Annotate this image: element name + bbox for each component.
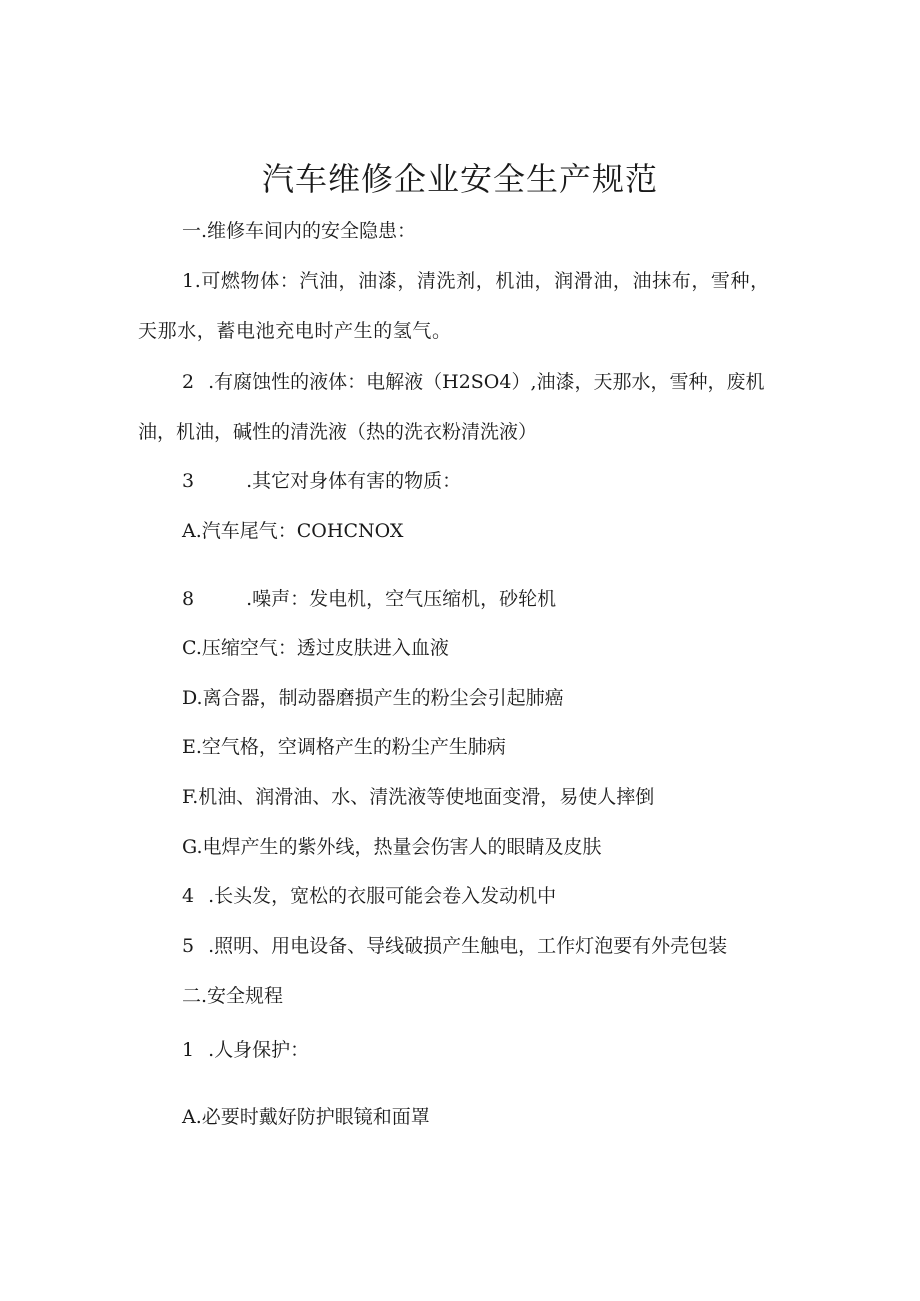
list-item-personal-protection [182,1037,309,1063]
list-item-slippery-floor: F.机油、润滑油、水、清洗液等使地面变滑，易使人摔倒 [182,786,655,808]
item-number: 4 [182,885,195,907]
item-text: .人身保护： [208,1039,310,1061]
list-item-noise [182,586,556,612]
list-item-exhaust: A.汽车尾气：COHCNOX [182,520,404,542]
item-text: .噪声：发电机，空气压缩机，砂轮机 [246,588,557,610]
list-item-harmful-substances [182,468,461,494]
item-number: 8 [182,588,195,610]
document-title: 汽车维修企业安全生产规范 [261,160,658,199]
section-heading-safety-rules: 二.安全规程 [182,985,284,1007]
paragraph-corrosives-line1 [182,369,765,395]
paragraph-corrosives-line2: 油，机油，碱性的清洗液（热的洗衣粉清洗液） [138,421,538,443]
list-item-electrical [182,933,727,959]
item-text: .照明、用电设备、导线破损产生触电，工作灯泡要有外壳包装 [208,935,728,957]
list-item-filter-dust: E.空气格，空调格产生的粉尘产生肺病 [182,736,506,758]
item-text: .其它对身体有害的物质： [246,470,462,492]
item-number: 2 [182,371,195,393]
list-item-brake-dust: D.离合器，制动器磨损产生的粉尘会引起肺癌 [182,687,564,709]
section-heading-hazards: 一.维修车间内的安全隐患： [182,220,417,242]
list-item-welding: G.电焊产生的紫外线，热量会伤害人的眼睛及皮肤 [182,836,602,858]
paragraph-flammables-line1: 1.可燃物体：汽油，油漆，清洗剂，机油，润滑油，油抹布，雪种， [182,270,770,292]
list-item-compressed-air: C.压缩空气：透过皮肤进入血液 [182,637,449,659]
item-number: 3 [182,470,195,492]
item-number: 5 [182,935,195,957]
item-number: 1 [182,1039,195,1061]
paragraph-flammables-line2: 天那水，蓄电池充电时产生的氢气。 [138,320,452,342]
item-text: .长头发，宽松的衣服可能会卷入发动机中 [208,885,557,907]
item-text: .有腐蚀性的液体：电解液（H2SO4）,油漆，天那水，雪种，废机 [208,371,765,393]
list-item-long-hair [182,883,556,909]
list-item-goggles: A.必要时戴好防护眼镜和面罩 [182,1106,430,1128]
